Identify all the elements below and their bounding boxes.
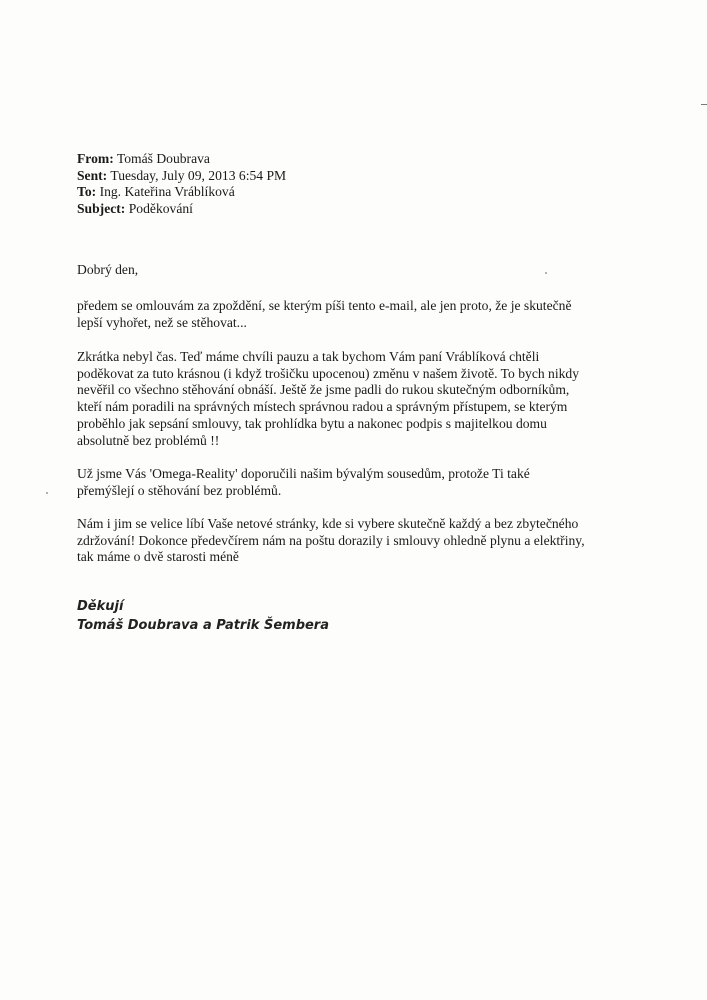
paragraph-website xyxy=(77,516,637,566)
scan-edge-mark xyxy=(701,104,707,105)
to-label: To: xyxy=(77,184,97,199)
paragraph-line: předem se omlouvám za zpoždění, se kterým píši tento e-mail, ale jen proto, že je skutečně xyxy=(77,298,572,313)
subject-label: Subject: xyxy=(77,200,126,216)
signature-block xyxy=(77,597,329,635)
paragraph-recommendation xyxy=(77,466,637,499)
to-value: Ing. Kateřina Vráblíková xyxy=(99,184,235,199)
subject-value: Poděkování xyxy=(128,200,193,216)
from-label: From: xyxy=(77,151,114,166)
subject-row xyxy=(77,201,286,218)
paragraph-thanks xyxy=(77,349,637,449)
paragraph-line: lepší vyhořet, než se stěhovat... xyxy=(77,314,247,330)
paragraph-line: zdržování! Dokonce předevčírem nám na poštu dorazily i smlouvy ohledně plynu a elektřiny, xyxy=(77,532,585,548)
from-row xyxy=(77,151,286,168)
paragraph-line: Už jsme Vás 'Omega-Reality' doporučili našim bývalým sousedům, protože Ti také xyxy=(77,466,530,481)
paragraph-line: kteří nám poradili na správných místech správnou radou a správným přístupem, se kterým xyxy=(77,399,568,415)
paragraph-line: poděkovat za tuto krásnou (i když trošičku upocenou) změnu v našem životě. To bych nikdy xyxy=(77,365,580,381)
paragraph-line: tak máme o dvě starosti méně xyxy=(77,549,239,565)
to-row xyxy=(77,184,286,201)
paragraph-line: nevěřil co všechno stěhování obnáší. Ještě že jsme padli do rukou skutečným odborníkům, xyxy=(77,382,570,398)
paragraph-line: proběhlo jak sepsání smlouvy, tak prohlídka bytu a nakonec podpis s majitelkou domu xyxy=(77,415,547,431)
paragraph-line: absolutně bez problémů !! xyxy=(77,432,220,448)
signature-names: Tomáš Doubrava a Patrik Šembera xyxy=(77,618,329,633)
sent-label: Sent: xyxy=(77,167,108,183)
from-value: Tomáš Doubrava xyxy=(116,151,210,166)
paragraph-apology xyxy=(77,298,637,331)
scan-speck xyxy=(46,492,48,494)
paragraph-line: přemýšlejí o stěhování bez problémů. xyxy=(77,482,282,498)
paragraph-line: Nám i jim se velice líbí Vaše netové stránky, kde si vybere skutečně každý a bez zbytečného xyxy=(77,516,579,531)
greeting: Dobrý den, xyxy=(77,262,139,277)
signature-thanks: Děkují xyxy=(77,599,124,614)
scan-speck xyxy=(545,272,547,274)
sent-row xyxy=(77,168,286,185)
sent-value: Tuesday, July 09, 2013 6:54 PM xyxy=(110,167,287,183)
email-header xyxy=(77,151,286,217)
paragraph-line: Zkrátka nebyl čas. Teď máme chvíli pauzu a tak bychom Vám paní Vráblíková chtěli xyxy=(77,349,540,364)
